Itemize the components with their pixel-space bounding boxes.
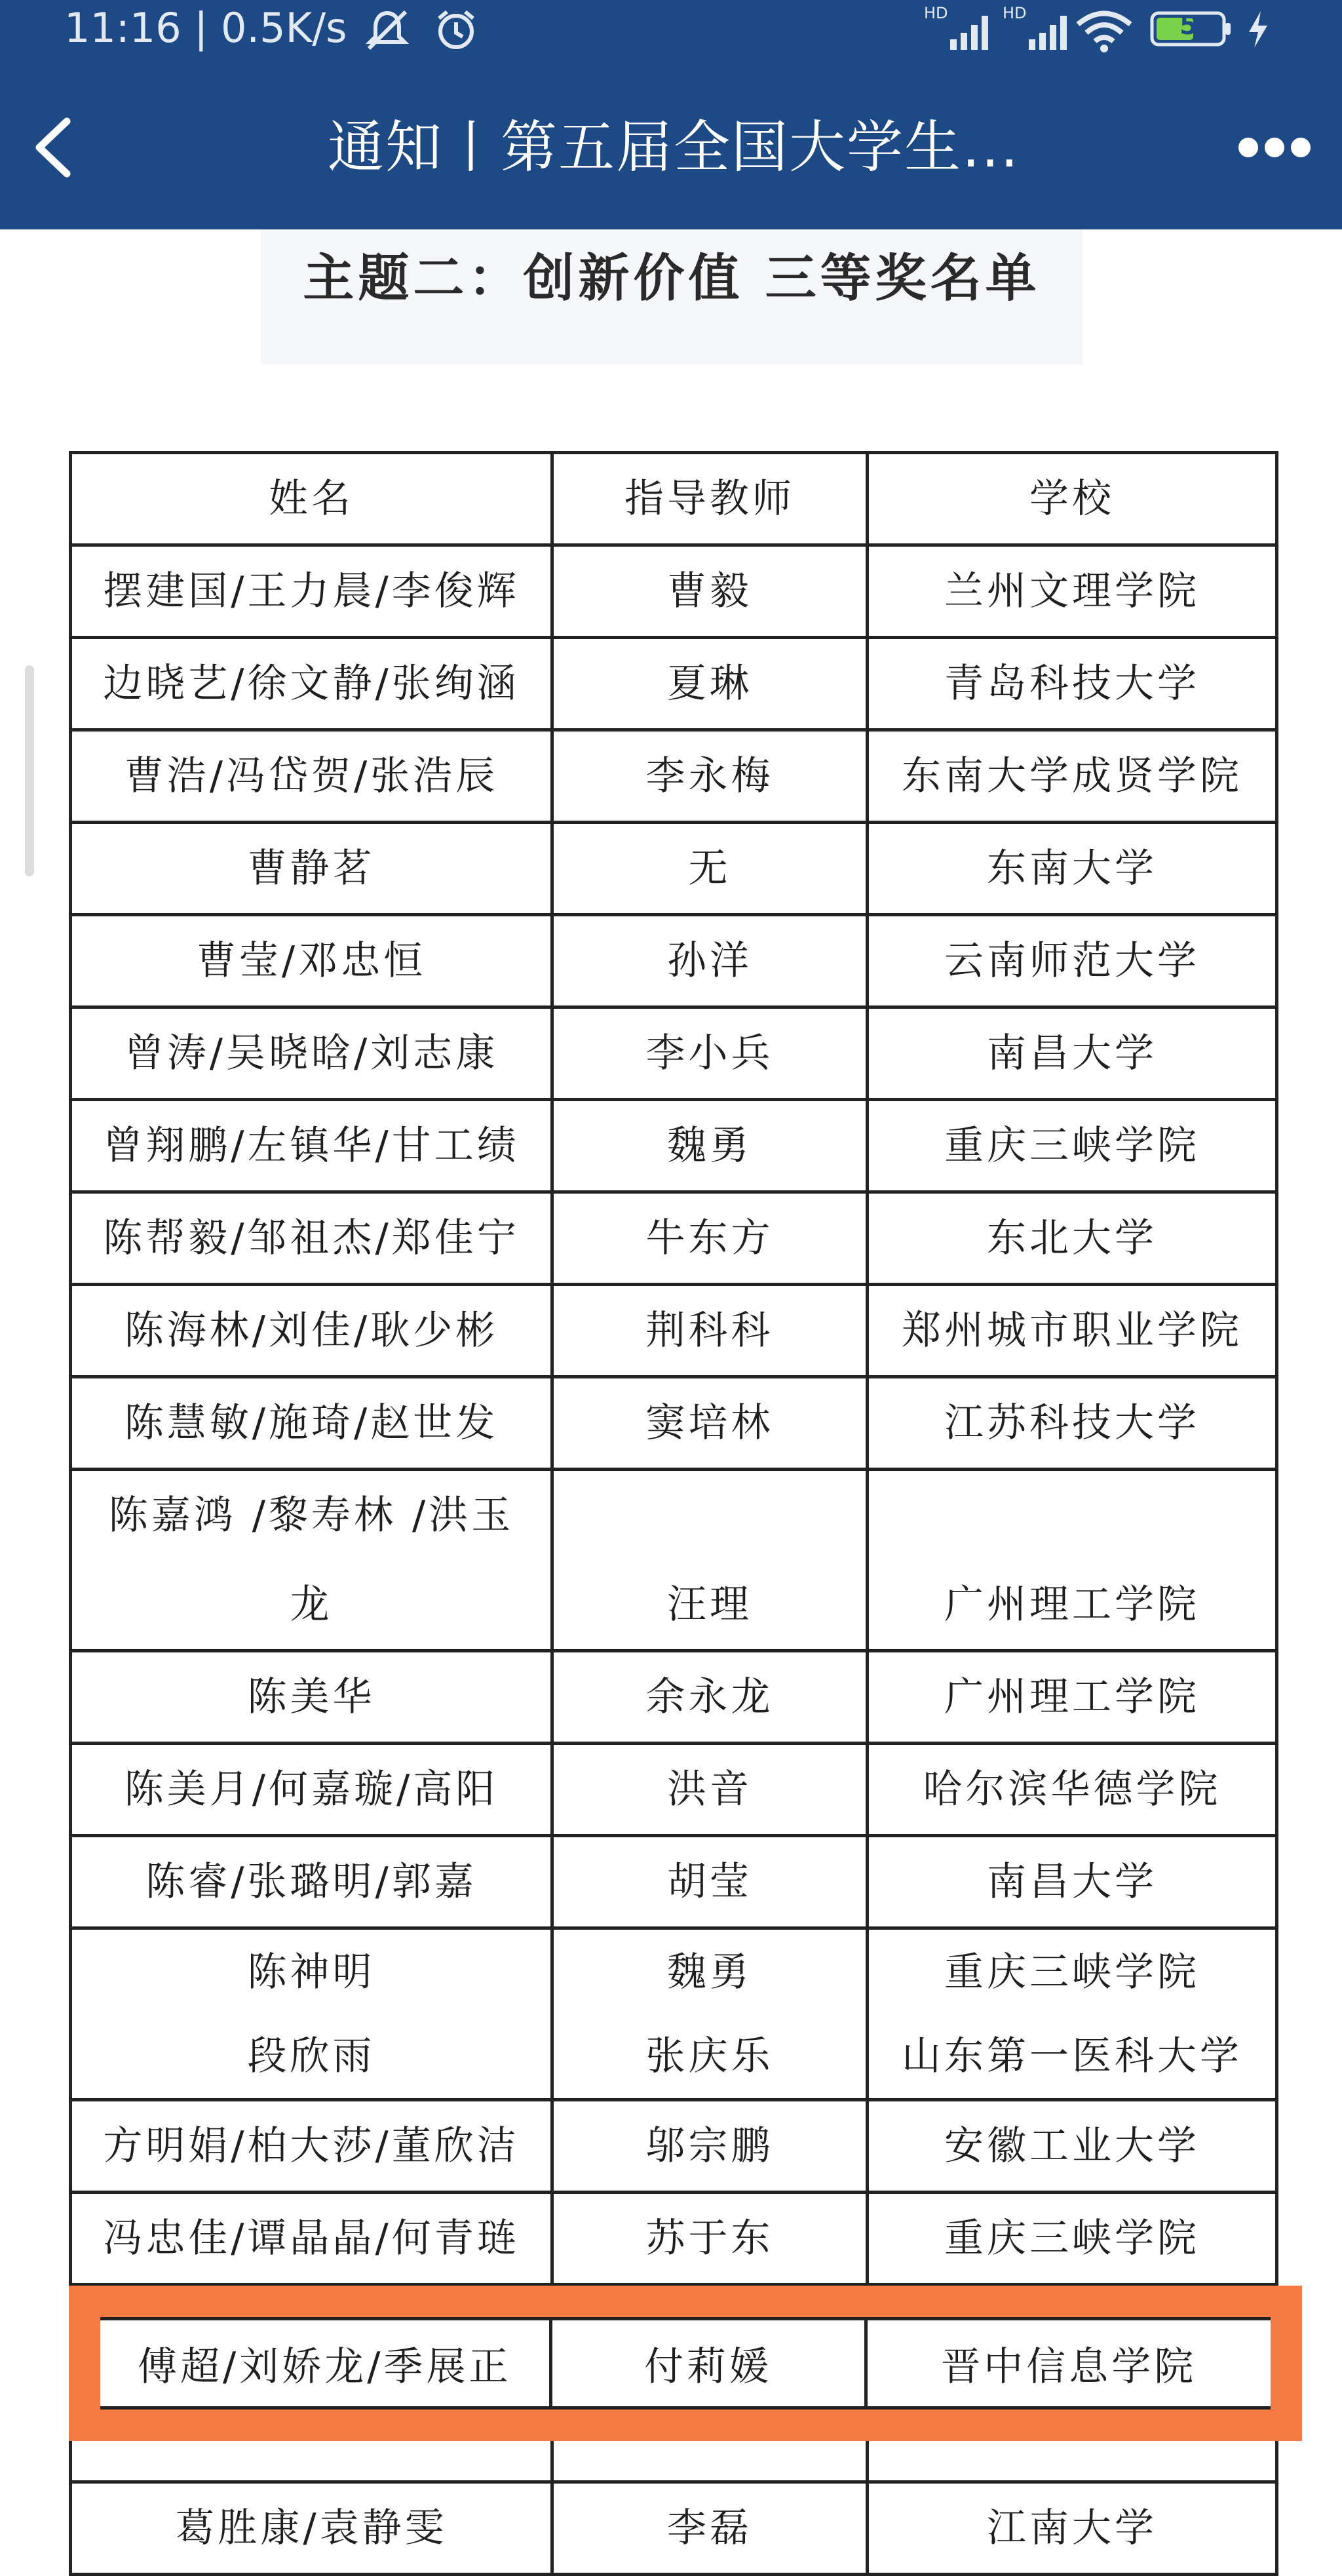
- cell-name: 傅超/刘娇龙/季展正: [100, 2319, 550, 2408]
- header-school: 学校: [868, 453, 1277, 545]
- charging-icon: [1245, 10, 1271, 49]
- cell-teacher-line: 张庆乐: [645, 2033, 774, 2079]
- status-bar: [0, 0, 1342, 62]
- cell-teacher: 无: [552, 823, 868, 915]
- cell-school: 广州理工学院: [868, 1651, 1277, 1744]
- cell-name: 陈美华: [71, 1651, 552, 1744]
- cell-teacher: 胡莹: [552, 1836, 868, 1928]
- cell-teacher: 李磊: [552, 2482, 868, 2575]
- cell-teacher: [552, 1928, 868, 2100]
- cell-school: 重庆三峡学院: [868, 2193, 1277, 2285]
- cell-name: [71, 1470, 552, 1651]
- page-title: 通知丨第五届全国大学生...: [328, 115, 1020, 180]
- cell-name: 曹莹/邓忠恒: [71, 915, 552, 1007]
- alarm-icon: [432, 7, 480, 54]
- cell-school: 江南大学: [868, 2482, 1277, 2575]
- cell-school: 哈尔滨华德学院: [868, 1744, 1277, 1836]
- table-row: [71, 545, 1277, 638]
- cell-name: 摆建国/王力晨/李俊辉: [71, 545, 552, 638]
- cell-teacher: 李小兵: [552, 1007, 868, 1100]
- cell-name: 冯忠佳/谭晶晶/何青琏: [71, 2193, 552, 2285]
- table-row: [71, 823, 1277, 915]
- header-name: 姓名: [71, 453, 552, 545]
- cell-name-line: 龙: [290, 1582, 333, 1628]
- table-row: [71, 730, 1277, 823]
- back-icon[interactable]: [20, 111, 92, 184]
- cell-teacher: 邬宗鹏: [552, 2100, 868, 2193]
- cell-teacher: 付莉媛: [550, 2319, 866, 2408]
- cell-school: 郑州城市职业学院: [868, 1285, 1277, 1377]
- cell-name: 曹静茗: [71, 823, 552, 915]
- table-row: [71, 2482, 1277, 2575]
- cell-name: 陈睿/张璐明/郭嘉: [71, 1836, 552, 1928]
- cell-school: 安徽工业大学: [868, 2100, 1277, 2193]
- cell-teacher: 牛东方: [552, 1192, 868, 1285]
- cell-school: 重庆三峡学院: [868, 1100, 1277, 1192]
- status-time: 11:16 | 0.5K/s: [64, 4, 347, 52]
- cell-name-line: 陈嘉鸿 /黎寿林 /洪玉: [108, 1493, 514, 1538]
- cell-school: 东南大学成贤学院: [868, 730, 1277, 823]
- cell-school: 广州理工学院: [868, 1470, 1277, 1651]
- cell-teacher: 夏琳: [552, 638, 868, 730]
- cell-teacher: 荆科科: [552, 1285, 868, 1377]
- cell-teacher: 汪理: [552, 1470, 868, 1651]
- cell-school: 东北大学: [868, 1192, 1277, 1285]
- cell-school: 东南大学: [868, 823, 1277, 915]
- cell-name: 陈海林/刘佳/耿少彬: [71, 1285, 552, 1377]
- scroll-indicator[interactable]: [25, 665, 34, 876]
- cell-teacher: 魏勇: [552, 1100, 868, 1192]
- cell-name: 陈慧敏/施琦/赵世发: [71, 1377, 552, 1470]
- cell-name-line: 段欣雨: [247, 2033, 375, 2079]
- cell-school: 兰州文理学院: [868, 545, 1277, 638]
- cell-name: 曾翔鹏/左镇华/甘工绩: [71, 1100, 552, 1192]
- cell-school: 南昌大学: [868, 1007, 1277, 1100]
- table-row: [71, 1928, 1277, 2100]
- cell-school: [868, 1928, 1277, 2100]
- cell-name: 葛胜康/袁静雯: [71, 2482, 552, 2575]
- cell-teacher: 李永梅: [552, 730, 868, 823]
- highlighted-row: [100, 2317, 1271, 2410]
- app-bar: [0, 0, 1342, 229]
- table-row: [71, 1007, 1277, 1100]
- table-row: [71, 638, 1277, 730]
- table-row: [71, 1192, 1277, 1285]
- cell-name: 曾涛/吴晓晗/刘志康: [71, 1007, 552, 1100]
- table-row: [71, 1744, 1277, 1836]
- cell-school: 晋中信息学院: [866, 2319, 1271, 2408]
- cell-school-line: 重庆三峡学院: [944, 1949, 1200, 1995]
- cell-name: [71, 1928, 552, 2100]
- cell-name: 陈帮毅/邹祖杰/郑佳宁: [71, 1192, 552, 1285]
- table-row: [71, 1651, 1277, 1744]
- cell-school: 青岛科技大学: [868, 638, 1277, 730]
- table-row: [71, 1470, 1277, 1651]
- cell-name: 方明娟/柏大莎/董欣洁: [71, 2100, 552, 2193]
- cell-teacher: 孙洋: [552, 915, 868, 1007]
- wifi-icon: [1075, 8, 1134, 54]
- cell-signal-icon: [1003, 12, 1075, 51]
- mute-notification-icon: [364, 7, 411, 54]
- table-row: [71, 915, 1277, 1007]
- nav-row: [0, 98, 1342, 197]
- more-options-icon[interactable]: [1225, 131, 1324, 164]
- cell-teacher: 苏于东: [552, 2193, 868, 2285]
- cell-teacher: 窦培林: [552, 1377, 868, 1470]
- table-row: [71, 1100, 1277, 1192]
- cell-name: 边晓艺/徐文静/张绚涵: [71, 638, 552, 730]
- cell-teacher: 洪音: [552, 1744, 868, 1836]
- header-teacher: 指导教师: [552, 453, 868, 545]
- table-row: [71, 2100, 1277, 2193]
- cell-name: 曹浩/冯岱贺/张浩辰: [71, 730, 552, 823]
- cell-teacher: 余永龙: [552, 1651, 868, 1744]
- cell-name-line: 陈神明: [247, 1949, 375, 1995]
- signal-label-2: HD: [1003, 4, 1027, 22]
- table-header-row: [71, 453, 1277, 545]
- cell-name: 陈美月/何嘉璇/高阳: [71, 1744, 552, 1836]
- cell-school: 云南师范大学: [868, 915, 1277, 1007]
- cell-signal-icon: [924, 12, 996, 51]
- table-row: [71, 1377, 1277, 1470]
- cell-teacher: 曹毅: [552, 545, 868, 638]
- cell-school: 南昌大学: [868, 1836, 1277, 1928]
- table-row: [71, 2193, 1277, 2285]
- section-title: 主题二：创新价值 三等奖名单: [261, 229, 1083, 364]
- cell-school-line: 山东第一医科大学: [902, 2033, 1242, 2079]
- battery-level: 51: [1179, 10, 1216, 41]
- cell-teacher-line: 魏勇: [667, 1949, 752, 1995]
- table-row: [71, 1285, 1277, 1377]
- signal-label-1: HD: [924, 4, 948, 22]
- table-row: [71, 1836, 1277, 1928]
- cell-school: 江苏科技大学: [868, 1377, 1277, 1470]
- award-table: [69, 451, 1278, 2576]
